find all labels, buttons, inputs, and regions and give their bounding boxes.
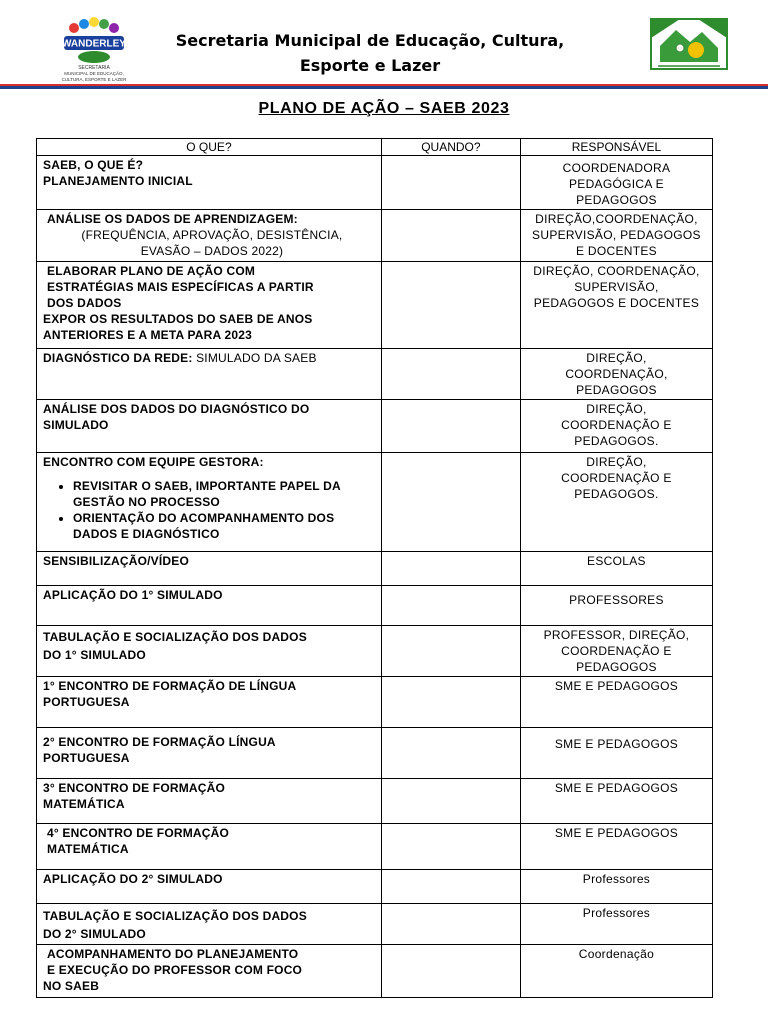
- table-row: [37, 824, 713, 870]
- responsible-cell: DIREÇÃO, COORDENAÇÃO E PEDAGOGOS.: [520, 453, 712, 552]
- action-plan-table: [36, 138, 713, 998]
- activity-cell: ANÁLISE DOS DADOS DO DIAGNÓSTICO DO SIMULADO: [37, 400, 382, 453]
- bullet-list: [43, 478, 375, 542]
- svg-text:MUNICIPAL DE EDUCAÇÃO,: MUNICIPAL DE EDUCAÇÃO,: [64, 71, 124, 76]
- responsible-cell: SME E PEDAGOGOS: [520, 824, 712, 870]
- table-row: [37, 728, 713, 779]
- table-row: [37, 400, 713, 453]
- activity-cell: 4° ENCONTRO DE FORMAÇÃO MATEMÁTICA: [37, 824, 382, 870]
- table-row: [37, 552, 713, 586]
- table-row: [37, 156, 713, 210]
- when-cell: [381, 728, 520, 779]
- table-row: [37, 626, 713, 677]
- activity-cell: ELABORAR PLANO DE AÇÃO COM ESTRATÉGIAS MAIS ESPECÍFICAS A PARTIR DOS DADOS EXPOR OS RESULTADOS DO SAEB DE ANOS ANTERIORES E A META PARA 2023: [37, 262, 382, 349]
- logo-wordmark: WANDERLEY: [62, 38, 126, 50]
- table-row: [37, 779, 713, 824]
- responsible-cell: DIREÇÃO, COORDENAÇÃO, PEDAGOGOS: [520, 349, 712, 400]
- activity-cell: 2° ENCONTRO DE FORMAÇÃO LÍNGUA PORTUGUESA: [37, 728, 382, 779]
- activity-cell: DIAGNÓSTICO DA REDE: SIMULADO DA SAEB: [37, 349, 382, 400]
- when-cell: [381, 904, 520, 945]
- header-stripe-blue: [0, 86, 768, 89]
- when-cell: [381, 870, 520, 904]
- responsible-cell: Professores: [520, 904, 712, 945]
- responsible-cell: Coordenação: [520, 945, 712, 998]
- when-cell: [381, 156, 520, 210]
- list-item: • REVISITAR O SAEB, IMPORTANTE PAPEL DA GESTÃO NO PROCESSO: [73, 478, 375, 510]
- when-cell: [381, 400, 520, 453]
- secretaria-logo: [44, 14, 140, 84]
- when-cell: [381, 453, 520, 552]
- responsible-cell: COORDENADORA PEDAGÓGICA E PEDAGOGOS: [520, 156, 712, 210]
- when-cell: [381, 626, 520, 677]
- table-row: [37, 870, 713, 904]
- activity-cell: TABULAÇÃO E SOCIALIZAÇÃO DOS DADOS DO 2° SIMULADO: [37, 904, 382, 945]
- table-header-row: [37, 139, 713, 156]
- activity-cell: SENSIBILIZAÇÃO/VÍDEO: [37, 552, 382, 586]
- when-cell: [381, 824, 520, 870]
- activity-cell: 3° ENCONTRO DE FORMAÇÃO MATEMÁTICA: [37, 779, 382, 824]
- responsible-cell: PROFESSORES: [520, 586, 712, 626]
- responsible-cell: DIREÇÃO,COORDENAÇÃO, SUPERVISÃO, PEDAGOGOS E DOCENTES: [520, 210, 712, 262]
- activity-cell: ENCONTRO COM EQUIPE GESTORA: • REVISITAR O SAEB, IMPORTANTE PAPEL DA GESTÃO NO PROCESSO • ORIENTAÇÃO DO ACOMPANHAMENTO DOS DADOS E DIAGNÓSTICO: [37, 453, 382, 552]
- activity-cell: SAEB, O QUE É? PLANEJAMENTO INICIAL: [37, 156, 382, 210]
- table-row: [37, 210, 713, 262]
- header-what: O QUE?: [37, 139, 382, 156]
- when-cell: [381, 210, 520, 262]
- header-when: QUANDO?: [381, 139, 520, 156]
- responsible-cell: SME E PEDAGOGOS: [520, 677, 712, 728]
- responsible-cell: ESCOLAS: [520, 552, 712, 586]
- department-title-line1: Secretaria Municipal de Educação, Cultura,: [175, 31, 565, 50]
- activity-cell: ANÁLISE OS DADOS DE APRENDIZAGEM: (FREQUÊNCIA, APROVAÇÃO, DESISTÊNCIA, EVASÃO – DADOS 2022): [37, 210, 382, 262]
- table-row: [37, 945, 713, 998]
- activity-cell: TABULAÇÃO E SOCIALIZAÇÃO DOS DADOS DO 1° SIMULADO: [37, 626, 382, 677]
- table-row: [37, 262, 713, 349]
- activity-cell: 1° ENCONTRO DE FORMAÇÃO DE LÍNGUA PORTUGUESA: [37, 677, 382, 728]
- when-cell: [381, 586, 520, 626]
- when-cell: [381, 945, 520, 998]
- when-cell: [381, 552, 520, 586]
- activity-cell: APLICAÇÃO DO 2° SIMULADO: [37, 870, 382, 904]
- department-title: [140, 28, 600, 78]
- svg-text:CULTURA, ESPORTE E LAZER: CULTURA, ESPORTE E LAZER: [61, 77, 127, 82]
- table-row: [37, 453, 713, 552]
- responsible-cell: Professores: [520, 870, 712, 904]
- municipal-flag-emblem: [650, 18, 728, 70]
- document-title: PLANO DE AÇÃO – SAEB 2023: [258, 100, 510, 117]
- responsible-cell: DIREÇÃO, COORDENAÇÃO, SUPERVISÃO, PEDAGOGOS E DOCENTES: [520, 262, 712, 349]
- table-row: [37, 904, 713, 945]
- when-cell: [381, 779, 520, 824]
- table-row: [37, 586, 713, 626]
- when-cell: [381, 262, 520, 349]
- activity-cell: APLICAÇÃO DO 1° SIMULADO: [37, 586, 382, 626]
- responsible-cell: SME E PEDAGOGOS: [520, 728, 712, 779]
- department-title-line2: Esporte e Lazer: [299, 56, 441, 75]
- when-cell: [381, 677, 520, 728]
- table-row: [37, 349, 713, 400]
- when-cell: [381, 349, 520, 400]
- responsible-cell: DIREÇÃO, COORDENAÇÃO E PEDAGOGOS.: [520, 400, 712, 453]
- header-responsible: RESPONSÁVEL: [520, 139, 712, 156]
- responsible-cell: SME E PEDAGOGOS: [520, 779, 712, 824]
- activity-cell: ACOMPANHAMENTO DO PLANEJAMENTO E EXECUÇÃO DO PROFESSOR COM FOCO NO SAEB: [37, 945, 382, 998]
- page-header: [0, 0, 768, 92]
- responsible-cell: PROFESSOR, DIREÇÃO, COORDENAÇÃO E PEDAGOGOS: [520, 626, 712, 677]
- table-row: [37, 677, 713, 728]
- list-item: • ORIENTAÇÃO DO ACOMPANHAMENTO DOS DADOS E DIAGNÓSTICO: [73, 510, 375, 542]
- svg-text:SECRETARIA: SECRETARIA: [78, 65, 110, 71]
